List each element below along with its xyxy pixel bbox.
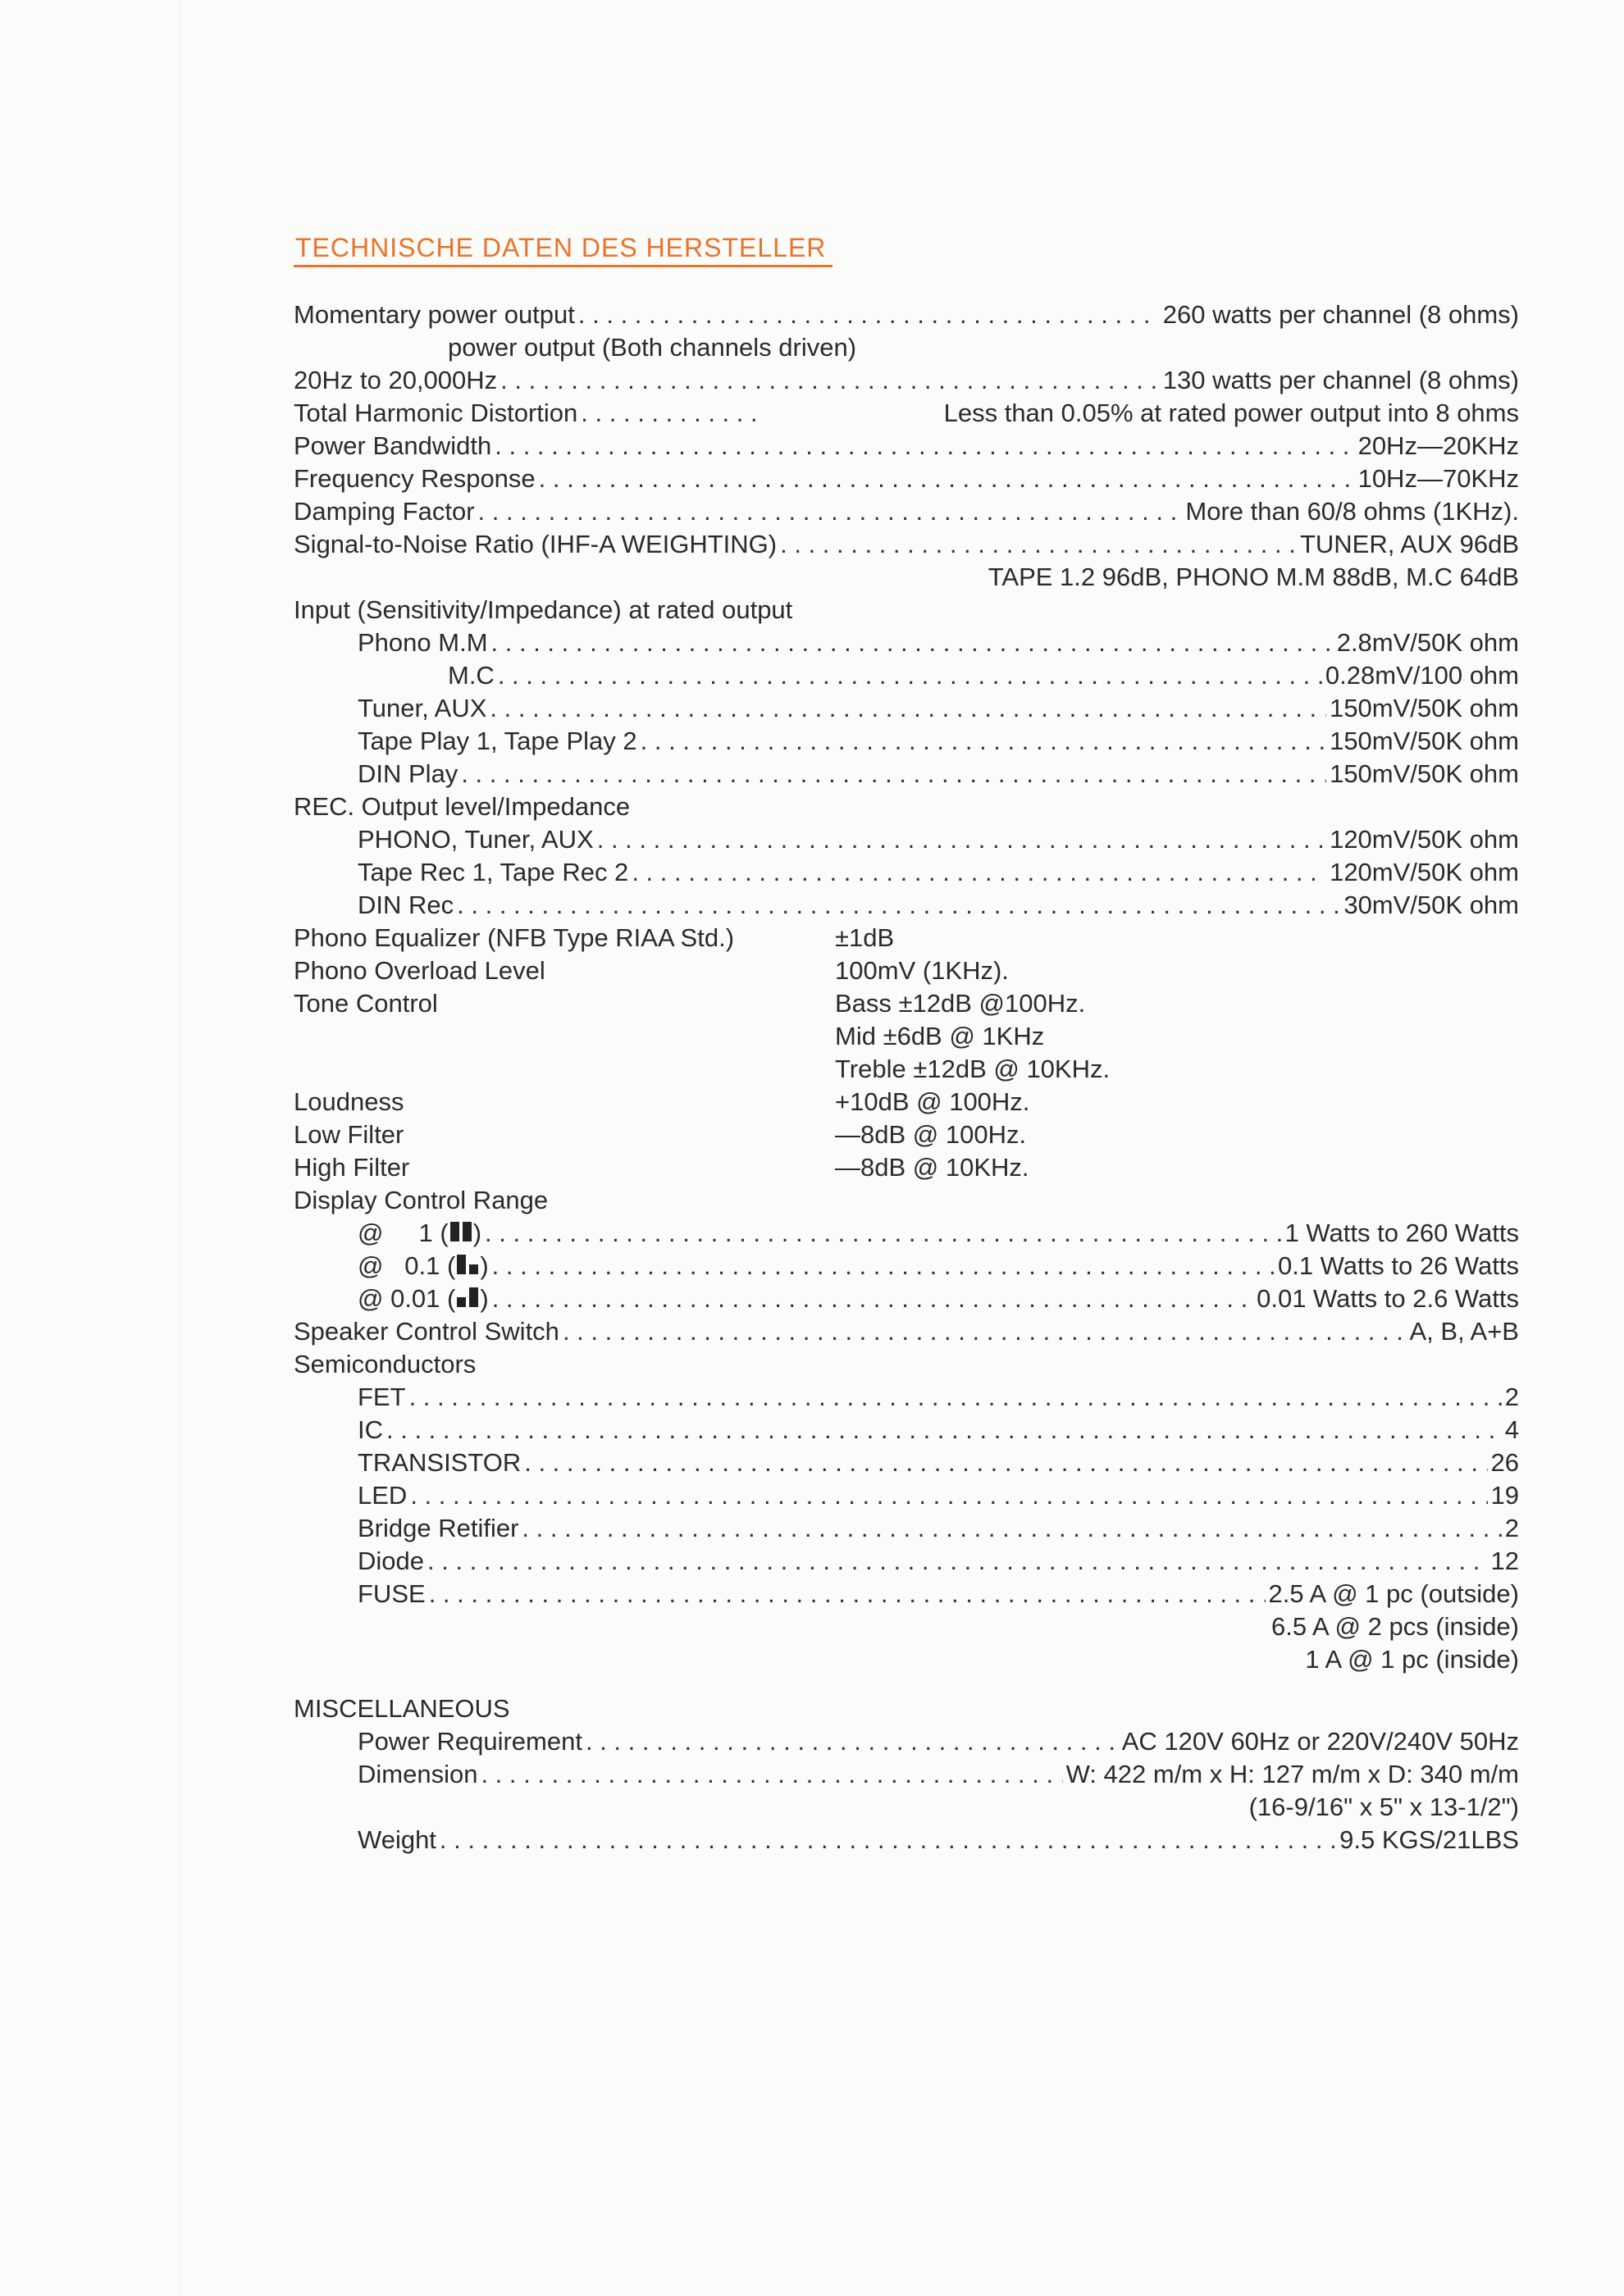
spec-label: Frequency Response [294, 464, 536, 493]
leader-dots [492, 1250, 1275, 1282]
leader-dots [500, 364, 1160, 397]
leader-dots [440, 1824, 1336, 1856]
leader-dots [563, 1315, 1407, 1348]
leader-dots [581, 397, 761, 430]
spec-frequency-response [294, 462, 1519, 495]
display-range-prefix: @ 1 ( [358, 1219, 449, 1247]
spec-mc [448, 659, 1519, 692]
spec-value: TUNER, AUX 96dB [1299, 530, 1519, 558]
spec-value-bass: Bass ±12dB @100Hz. [835, 989, 1086, 1018]
leader-dots [524, 1446, 1487, 1479]
spec-label: PHONO, Tuner, AUX [358, 825, 594, 854]
spec-power-bandwidth [294, 430, 1519, 462]
spec-bridge-retifier [358, 1512, 1519, 1545]
spec-value: 2.8mV/50K ohm [1336, 628, 1519, 657]
spec-fet [358, 1381, 1519, 1414]
leader-dots [498, 659, 1322, 692]
leader-dots [490, 692, 1326, 725]
spec-led [358, 1479, 1519, 1512]
leader-dots [492, 1282, 1253, 1315]
spec-label: FET [358, 1383, 406, 1411]
level-bar-icon [463, 1222, 472, 1241]
leader-dots [586, 1725, 1119, 1758]
spec-label: Weight [358, 1825, 436, 1854]
spec-dimension [358, 1758, 1519, 1791]
spec-value-phono-eq: ±1dB [835, 923, 895, 952]
spec-label-loudness: Loudness [294, 1087, 404, 1116]
leader-dots [632, 856, 1326, 889]
spec-label: Power Bandwidth [294, 431, 492, 460]
spec-value-high-filter: —8dB @ 10KHz. [835, 1153, 1029, 1182]
spec-label: Phono M.M [358, 628, 488, 657]
spec-value: 4 [1504, 1415, 1519, 1444]
spec-value: 2 [1504, 1514, 1519, 1542]
spec-value: 120mV/50K ohm [1330, 825, 1519, 854]
spec-value-loudness: +10dB @ 100Hz. [835, 1087, 1030, 1116]
spec-label: M.C [448, 661, 495, 690]
spec-tape-rec [358, 856, 1519, 889]
display-range-prefix: @ 0.01 ( [358, 1284, 456, 1313]
spec-value: 1 Watts to 260 Watts [1284, 1219, 1519, 1247]
spec-label: 20Hz to 20,000Hz [294, 366, 498, 394]
section-heading-misc: MISCELLANEOUS [294, 1694, 510, 1723]
spec-value: 20Hz—20KHz [1357, 431, 1519, 460]
leader-dots [491, 626, 1334, 659]
page-edge [179, 0, 180, 2296]
spec-value: AC 120V 60Hz or 220V/240V 50Hz [1121, 1727, 1519, 1756]
page-title: TECHNISCHE DATEN DES HERSTELLER [294, 233, 833, 267]
spec-value: 120mV/50K ohm [1330, 858, 1519, 886]
spec-label-low-filter: Low Filter [294, 1120, 404, 1149]
leader-dots [780, 528, 1297, 561]
spec-value-treble: Treble ±12dB @ 10KHz. [835, 1055, 1111, 1083]
level-bar-icon [457, 1255, 466, 1274]
spec-value-low-filter: —8dB @ 100Hz. [835, 1120, 1027, 1149]
spec-value-mid: Mid ±6dB @ 1KHz [835, 1022, 1045, 1050]
display-range-suffix: ) [472, 1219, 482, 1247]
section-heading-rec-output: REC. Output level/Impedance [294, 792, 631, 821]
leader-dots [409, 1381, 1502, 1414]
section-heading-display: Display Control Range [294, 1186, 549, 1214]
spec-value-phono-overload: 100mV (1KHz). [835, 956, 1009, 985]
spec-label: Tuner, AUX [358, 694, 487, 722]
spec-label: TRANSISTOR [358, 1448, 522, 1477]
spec-value: 0.28mV/100 ohm [1325, 661, 1519, 690]
leader-dots [461, 758, 1326, 790]
spec-label: FUSE [358, 1579, 426, 1608]
spec-display-range-3 [358, 1282, 1519, 1315]
spec-label-tone-control: Tone Control [294, 989, 438, 1018]
leader-dots [429, 1578, 1266, 1610]
spec-value: A, B, A+B [1409, 1317, 1519, 1346]
spec-value: More than 60/8 ohms (1KHz). [1185, 497, 1519, 526]
leader-dots [597, 823, 1326, 856]
spec-value: 260 watts per channel (8 ohms) [1162, 300, 1519, 329]
spec-tape-play [358, 725, 1519, 758]
spec-rated-power [294, 364, 1519, 397]
spec-label: Damping Factor [294, 497, 475, 526]
spec-thd [294, 397, 1519, 430]
section-heading-input: Input (Sensitivity/Impedance) at rated output [294, 595, 793, 624]
spec-label-high-filter: High Filter [294, 1153, 410, 1182]
spec-display-range-1 [358, 1217, 1519, 1250]
spec-label-phono-eq: Phono Equalizer (NFB Type RIAA Std.) [294, 923, 735, 952]
spec-value: 0.1 Watts to 26 Watts [1277, 1251, 1519, 1280]
leader-dots [539, 462, 1355, 495]
leader-dots [495, 430, 1354, 462]
display-range-prefix: @ 0.1 ( [358, 1251, 456, 1280]
spec-label: Dimension [358, 1760, 478, 1788]
spec-fuse-value-2: 6.5 A @ 2 pcs (inside) [1270, 1612, 1519, 1641]
leader-dots [641, 725, 1326, 758]
spec-value: 30mV/50K ohm [1343, 891, 1519, 919]
spec-dimension-value-2: (16-9/16" x 5" x 13-1/2") [1248, 1793, 1519, 1821]
spec-label: Momentary power output [294, 300, 575, 329]
spec-label: Total Harmonic Distortion [294, 399, 578, 427]
display-range-suffix: ) [480, 1251, 489, 1280]
spec-din-rec [358, 889, 1519, 922]
level-bar-icon [469, 1287, 478, 1307]
leader-dots [485, 1217, 1282, 1250]
spec-phono-mm [358, 626, 1519, 659]
spec-label: IC [358, 1415, 383, 1444]
spec-label: Tape Rec 1, Tape Rec 2 [358, 858, 629, 886]
spec-tuner-aux [358, 692, 1519, 725]
spec-value: 19 [1490, 1481, 1519, 1510]
spec-value: 0.01 Watts to 2.6 Watts [1257, 1284, 1519, 1313]
spec-label: Tape Play 1, Tape Play 2 [358, 727, 637, 755]
leader-dots [478, 495, 1183, 528]
spec-din-play [358, 758, 1519, 790]
spec-speaker-switch [294, 1315, 1519, 1348]
leader-dots [410, 1479, 1487, 1512]
display-range-suffix: ) [480, 1284, 489, 1313]
leader-dots [427, 1545, 1488, 1578]
spec-label-phono-overload: Phono Overload Level [294, 956, 545, 985]
spec-label: LED [358, 1481, 408, 1510]
spec-value: 2 [1504, 1383, 1519, 1411]
spec-label: Signal-to-Noise Ratio (IHF-A WEIGHTING) [294, 530, 778, 558]
spec-damping-factor [294, 495, 1519, 528]
level-bar-icon [450, 1222, 459, 1241]
spec-rec-phono-tuner-aux [358, 823, 1519, 856]
spec-value: 26 [1490, 1448, 1519, 1477]
spec-ic [358, 1414, 1519, 1446]
leader-dots [578, 298, 1160, 331]
spec-power-requirement [358, 1725, 1519, 1758]
spec-label: DIN Rec [358, 891, 454, 919]
spec-label: Bridge Retifier [358, 1514, 519, 1542]
spec-value: 130 watts per channel (8 ohms) [1162, 366, 1519, 394]
spec-value: 9.5 KGS/21LBS [1339, 1825, 1519, 1854]
leader-dots [386, 1414, 1502, 1446]
spec-value: Less than 0.05% at rated power output into 8 ohms [943, 399, 1519, 427]
leader-dots [481, 1758, 1062, 1791]
level-bar-icon [457, 1297, 466, 1307]
spec-value: W: 422 m/m x H: 127 m/m x D: 340 m/m [1065, 1760, 1519, 1788]
leader-dots [522, 1512, 1501, 1545]
spec-label: Speaker Control Switch [294, 1317, 559, 1346]
spec-label: DIN Play [358, 759, 458, 788]
spec-weight [358, 1824, 1519, 1856]
spec-snr [294, 528, 1519, 561]
spec-transistor [358, 1446, 1519, 1479]
spec-snr-value-2: TAPE 1.2 96dB, PHONO M.M 88dB, M.C 64dB [988, 563, 1519, 591]
spec-fuse-value-3: 1 A @ 1 pc (inside) [1305, 1645, 1519, 1674]
spec-subheading: power output (Both channels driven) [448, 333, 857, 362]
section-heading-semiconductors: Semiconductors [294, 1350, 477, 1378]
leader-dots [457, 889, 1340, 922]
spec-display-range-2 [358, 1250, 1519, 1282]
spec-value: 2.5 A @ 1 pc (outside) [1268, 1579, 1519, 1608]
spec-label: Power Requirement [358, 1727, 582, 1756]
level-bar-icon [469, 1264, 478, 1274]
spec-value: 12 [1490, 1547, 1519, 1575]
spec-diode [358, 1545, 1519, 1578]
spec-value: 150mV/50K ohm [1330, 759, 1519, 788]
spec-value: 150mV/50K ohm [1330, 694, 1519, 722]
spec-value: 150mV/50K ohm [1330, 727, 1519, 755]
spec-label: Diode [358, 1547, 424, 1575]
spec-momentary-power [294, 298, 1519, 331]
spec-fuse [358, 1578, 1519, 1610]
spec-value: 10Hz—70KHz [1357, 464, 1519, 493]
